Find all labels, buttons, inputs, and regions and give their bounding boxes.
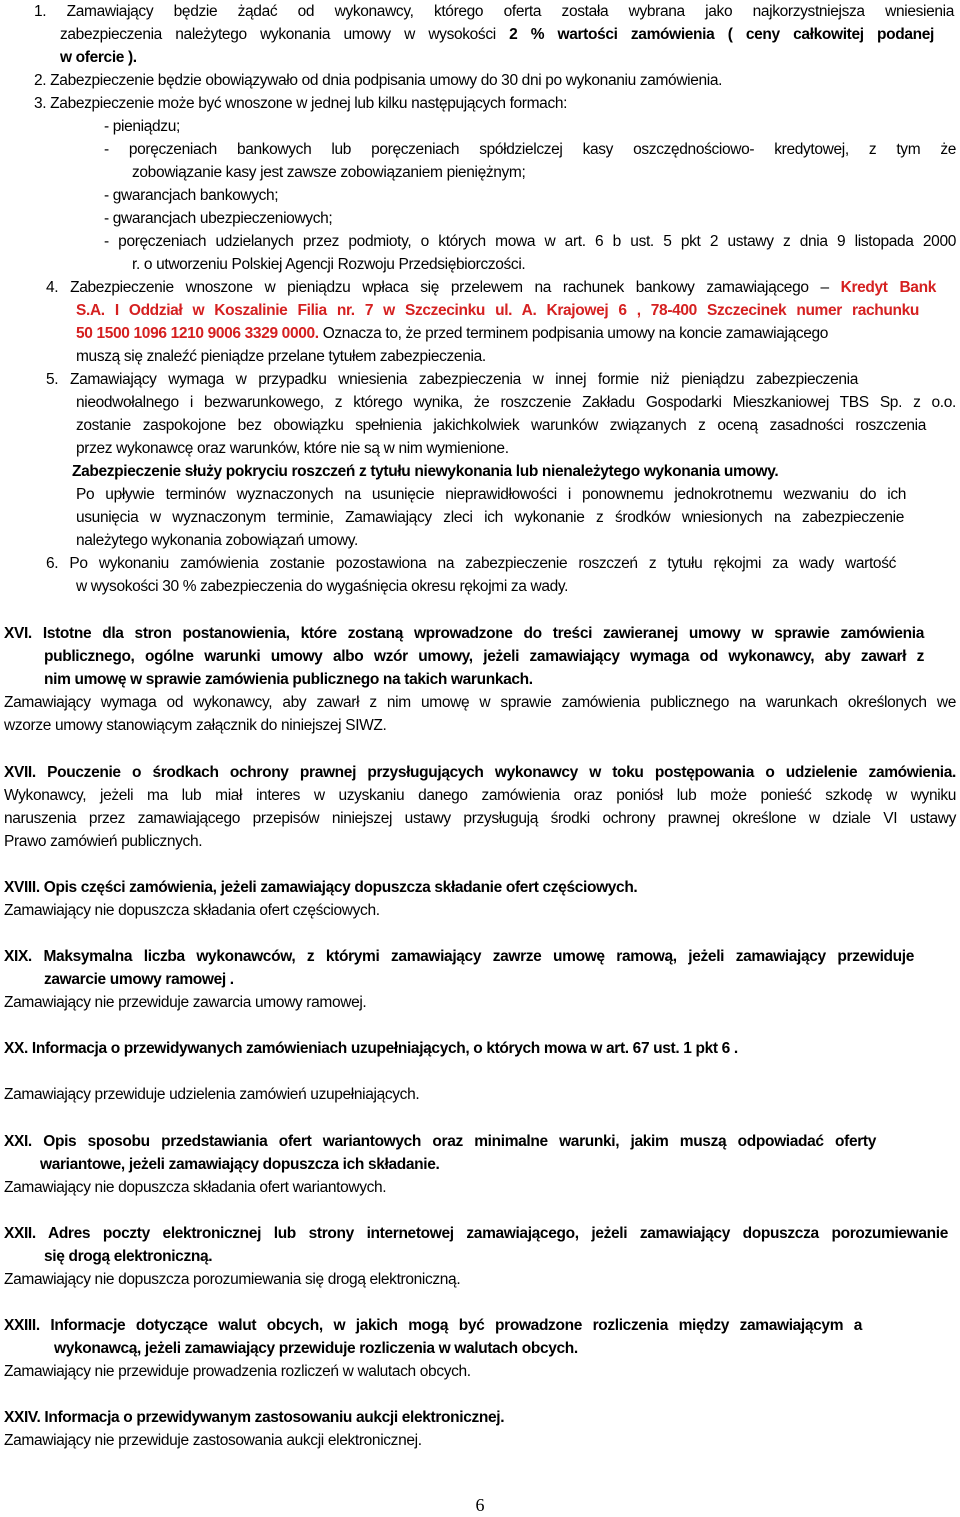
section-xvi-text-1: Zamawiający wymaga od wykonawcy, aby zawarł z nim umowę w sprawie zamówienia publicznego na warunkach określonych we xyxy=(4,694,956,711)
section-xix-text: Zamawiający nie przewiduje zawarcia umowy ramowej. xyxy=(4,994,367,1011)
item-1-line-2 xyxy=(60,23,934,46)
item-4-line-1 xyxy=(46,276,936,299)
bank-name: Kredyt Bank xyxy=(840,279,936,296)
section-xvi-heading-1: XVI. Istotne dla stron postanowienia, które zostaną wprowadzone do treści zawieranej umowy w sprawie zamówienia xyxy=(4,625,924,642)
item-4-line-2 xyxy=(76,299,919,322)
account-number: 50 1500 1096 1210 9006 3329 0000. xyxy=(76,325,319,342)
section-xviii-heading: XVIII. Opis części zamówienia, jeżeli zamawiający dopuszcza składanie ofert częściowych. xyxy=(4,879,638,896)
item-6-line-1: 6. Po wykonaniu zamówienia zostanie pozostawiona na zabezpieczenie roszczeń z tytułu rękojmi za wady wartość xyxy=(46,555,896,572)
section-xx-text: Zamawiający przewiduje udzielenia zamówień uzupełniających. xyxy=(4,1086,420,1103)
section-xvi-text-2: wzorze umowy stanowiącym załącznik do niniejszej SIWZ. xyxy=(4,717,387,734)
item-1-text: zabezpieczenia należytego wykonania umowy w wysokości xyxy=(60,26,510,43)
section-xxi-text: Zamawiający nie dopuszcza składania ofert wariantowych. xyxy=(4,1179,387,1196)
item-5-line-7: usunięcia w wyznaczonym terminie, Zamawiający zleci ich wykonanie z środków wniesionych na zabezpieczenie xyxy=(76,509,904,526)
section-xxiv-heading: XXIV. Informacja o przewidywanym zastosowaniu aukcji elektronicznej. xyxy=(4,1409,505,1426)
item-2: 2. Zabezpieczenie będzie obowiązywało od dnia podpisania umowy do 30 dni po wykonaniu zamówienia. xyxy=(34,72,723,89)
section-xxiv-text: Zamawiający nie przewiduje zastosowania aukcji elektronicznej. xyxy=(4,1432,422,1449)
section-xvii-heading: XVII. Pouczenie o środkach ochrony prawnej przysługujących wykonawcy w toku postępowania o udzielenie zamówienia. xyxy=(4,764,956,781)
section-xvi-heading-2: publicznego, ogólne warunki umowy albo wzór umowy, jeżeli zamawiający wymaga od wykonawcy, aby zawarł z xyxy=(44,648,924,665)
item-5-purpose: Zabezpieczenie służy pokryciu roszczeń z tytułu niewykonania lub nienależytego wykonania umowy. xyxy=(72,463,779,480)
item-1-line-3: w ofercie ). xyxy=(60,49,137,66)
section-xxi-heading-2: wariantowe, jeżeli zamawiający dopuszcza ich składanie. xyxy=(40,1156,440,1173)
item-5-line-2: nieodwołalnego i bezwarunkowego, z którego wynika, że roszczenie Zakładu Gospodarki Mieszkaniowej TBS Sp. z o.o. xyxy=(76,394,956,411)
item-4-line-3 xyxy=(76,322,828,345)
section-xix-heading-1: XIX. Maksymalna liczba wykonawców, z którymi zamawiający zawrze umowę ramową, jeżeli zamawiający przewiduje xyxy=(4,948,914,965)
section-xxiii-heading-1: XXIII. Informacje dotyczące walut obcych, w jakich mogą być prowadzone rozliczenia między zamawiającym a xyxy=(4,1317,862,1334)
item-6-line-2: w wysokości 30 % zabezpieczenia do wygaśnięcia okresu rękojmi za wady. xyxy=(76,578,569,595)
form-cash: - pieniądzu; xyxy=(104,118,180,135)
form-entity-surety-cont: r. o utworzeniu Polskiej Agencji Rozwoju Przedsiębiorczości. xyxy=(132,256,526,273)
section-xviii-text: Zamawiający nie dopuszcza składania ofert częściowych. xyxy=(4,902,380,919)
item-4-line-4: muszą się znaleźć pieniądze przelane tytułem zabezpieczenia. xyxy=(76,348,486,365)
section-xvii-text-2: naruszenia przez zamawiającego przepisów niniejszej ustawy przysługują środki ochrony prawnej określone w dziale VI ustawy xyxy=(4,810,956,827)
item-1-amount: 2 % wartości zamówienia ( ceny całkowitej podanej xyxy=(509,26,935,43)
item-5-line-4: przez wykonawcę oraz warunków, które nie są w nim wymienione. xyxy=(76,440,509,457)
item-4-note: Oznacza to, że przed terminem podpisania umowy na koncie zamawiającego xyxy=(318,325,829,342)
section-xvii-text-3: Prawo zamówień publicznych. xyxy=(4,833,203,850)
item-5-line-1: 5. Zamawiający wymaga w przypadku wniesienia zabezpieczenia w innej formie niż pieniądzu zabezpieczenia xyxy=(46,371,858,388)
item-5-line-8: należytego wykonania zobowiązań umowy. xyxy=(76,532,358,549)
form-entity-surety: - poręczeniach udzielanych przez podmioty, o których mowa w art. 6 b ust. 5 pkt 2 ustawy z dnia 9 listopada 2000 xyxy=(104,233,956,250)
item-5-line-3: zostanie zaspokojone bez obowiązku spełnienia jakichkolwiek warunków związanych z oceną zasadności roszczenia xyxy=(76,417,926,434)
section-xxii-heading-1: XXII. Adres poczty elektronicznej lub strony internetowej zamawiającego, jeżeli zamawiający dopuszcza porozumiewanie xyxy=(4,1225,948,1242)
form-bank-surety-cont: zobowiązanie kasy jest zawsze zobowiązaniem pieniężnym; xyxy=(132,164,526,181)
page-number: 6 xyxy=(475,1495,485,1515)
section-xx-heading: XX. Informacja o przewidywanych zamówieniach uzupełniających, o których mowa w art. 67 ust. 1 pkt 6 . xyxy=(4,1040,738,1057)
bank-address: S.A. I Oddział w Koszalinie Filia nr. 7 w Szczecinku ul. A. Krajowej 6 , 78-400 Szczecinek numer rachunku xyxy=(76,302,919,319)
item-5-line-6: Po upływie terminów wyznaczonych na usunięcie nieprawidłowości i ponownemu jednokrotnemu wezwaniu do ich xyxy=(76,486,906,503)
item-4-text: 4. Zabezpieczenie wnoszone w pieniądzu wpłaca się przelewem na rachunek bankowy zamawiającego – xyxy=(46,279,829,296)
section-xxii-heading-2: się drogą elektroniczną. xyxy=(44,1248,213,1265)
section-xvi-heading-3: nim umowę w sprawie zamówienia publicznego na takich warunkach. xyxy=(44,671,533,688)
section-xxii-text: Zamawiający nie dopuszcza porozumiewania się drogą elektroniczną. xyxy=(4,1271,461,1288)
item-3: 3. Zabezpieczenie może być wnoszone w jednej lub kilku następujących formach: xyxy=(34,95,568,112)
form-insurance-guarantee: - gwarancjach ubezpieczeniowych; xyxy=(104,210,333,227)
form-bank-guarantee: - gwarancjach bankowych; xyxy=(104,187,279,204)
section-xvii-text-1: Wykonawcy, jeżeli ma lub miał interes w uzyskaniu danego zamówienia oraz poniósł lub może ponieść szkodę w wyniku xyxy=(4,787,956,804)
item-1-line-1: 1. Zamawiający będzie żądać od wykonawcy, którego oferta została wybrana jako najkorzystniejsza wniesienia xyxy=(34,3,954,20)
form-bank-surety: - poręczeniach bankowych lub poręczeniach spółdzielczej kasy oszczędnościowo- kredytowej, z tym że xyxy=(104,141,956,158)
section-xxiii-heading-2: wykonawcą, jeżeli zamawiający przewiduje rozliczenia w walutach obcych. xyxy=(54,1340,578,1357)
section-xxiii-text: Zamawiający nie przewiduje prowadzenia rozliczeń w walutach obcych. xyxy=(4,1363,471,1380)
section-xxi-heading-1: XXI. Opis sposobu przedstawiania ofert wariantowych oraz minimalne warunki, jakim muszą odpowiadać oferty xyxy=(4,1133,876,1150)
section-xix-heading-2: zawarcie umowy ramowej . xyxy=(44,971,234,988)
